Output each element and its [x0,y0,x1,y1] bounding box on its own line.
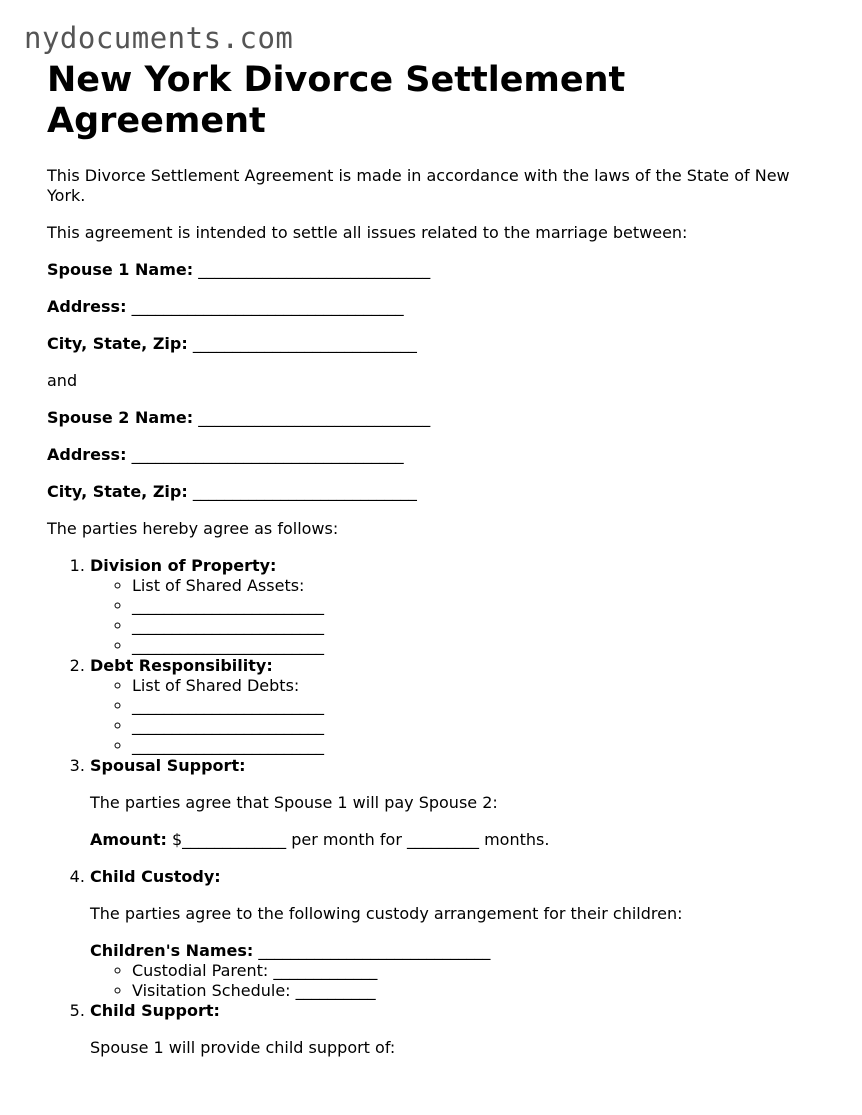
children-names-line [90,941,827,961]
agree-text: The parties hereby agree as follows: [47,519,339,538]
spouse1-city-line [47,334,827,354]
agreement-sections [47,556,827,1058]
spouse2-city-label: City, State, Zip: [47,482,188,501]
debt-blank[interactable]: ◦ ________________________ [132,716,827,736]
section-property [90,556,827,656]
asset-blank[interactable]: ◦ ________________________ [132,636,827,656]
intro-paragraph-2: This agreement is intended to settle all issues related to the marriage between: [47,223,688,242]
asset-blank[interactable]: ◦ ________________________ [132,596,827,616]
spouse2-address-line [47,445,827,465]
spouse1-name-label: Spouse 1 Name: [47,260,194,279]
amount-label: Amount: [90,830,167,849]
spouse1-city-blank[interactable]: ____________________________ [192,334,417,353]
children-names-blank[interactable]: _____________________________ [253,941,491,960]
spouse2-city-line [47,482,827,502]
section-heading: Spousal Support: [90,756,246,775]
spouse1-address-blank[interactable]: __________________________________ [131,297,404,316]
debts-list [90,676,827,756]
section-debt [90,656,827,756]
intro-paragraph: This Divorce Settlement Agreement is made in accordance with the laws of the State of New York. [47,166,790,205]
debt-blank[interactable]: ◦ ________________________ [132,696,827,716]
watermark: nydocuments.com [24,21,294,55]
amount-blank[interactable]: $_____________ per month for _________ months. [166,830,550,849]
list-item: ◦ List of Shared Assets: [132,576,827,596]
asset-blank[interactable]: ◦ ________________________ [132,616,827,636]
spouse1-address-line [47,297,827,317]
spouse1-city-label: City, State, Zip: [47,334,188,353]
spouse2-name-line [47,408,827,428]
document-page [47,60,827,1058]
custody-list [90,961,827,1001]
list-item: ◦ List of Shared Debts: [132,676,827,696]
custody-text: The parties agree to the following custody arrangement for their children: [90,904,683,923]
spouse2-address-blank[interactable]: __________________________________ [131,445,404,464]
children-names-label: Children's Names: [90,941,254,960]
spouse2-name-blank[interactable]: _____________________________ [198,408,431,427]
section-heading: Child Custody: [90,867,221,886]
section-heading: Division of Property: [90,556,277,575]
spouse2-city-blank[interactable]: ____________________________ [192,482,417,501]
spouse2-name-label: Spouse 2 Name: [47,408,194,427]
and-text: and [47,371,78,390]
spouse1-address-label: Address: [47,297,127,316]
section-spousal-support [90,756,827,850]
section-child-support [90,1001,827,1058]
section-heading: Debt Responsibility: [90,656,273,675]
spouse2-address-label: Address: [47,445,127,464]
spouse1-name-line [47,260,827,280]
section-child-custody [90,867,827,1001]
assets-list [90,576,827,656]
visitation-schedule-item[interactable]: ◦ Visitation Schedule: __________ [132,981,827,1001]
page-title: New York Divorce Settlement Agreement [47,60,626,141]
amount-line [90,830,827,850]
spouse1-name-blank[interactable]: _____________________________ [198,260,431,279]
custodial-parent-item[interactable]: ◦ Custodial Parent: _____________ [132,961,827,981]
debt-blank[interactable]: ◦ ________________________ [132,736,827,756]
child-support-text: Spouse 1 will provide child support of: [90,1038,396,1057]
spousal-text: The parties agree that Spouse 1 will pay Spouse 2: [90,793,498,812]
section-heading: Child Support: [90,1001,220,1020]
